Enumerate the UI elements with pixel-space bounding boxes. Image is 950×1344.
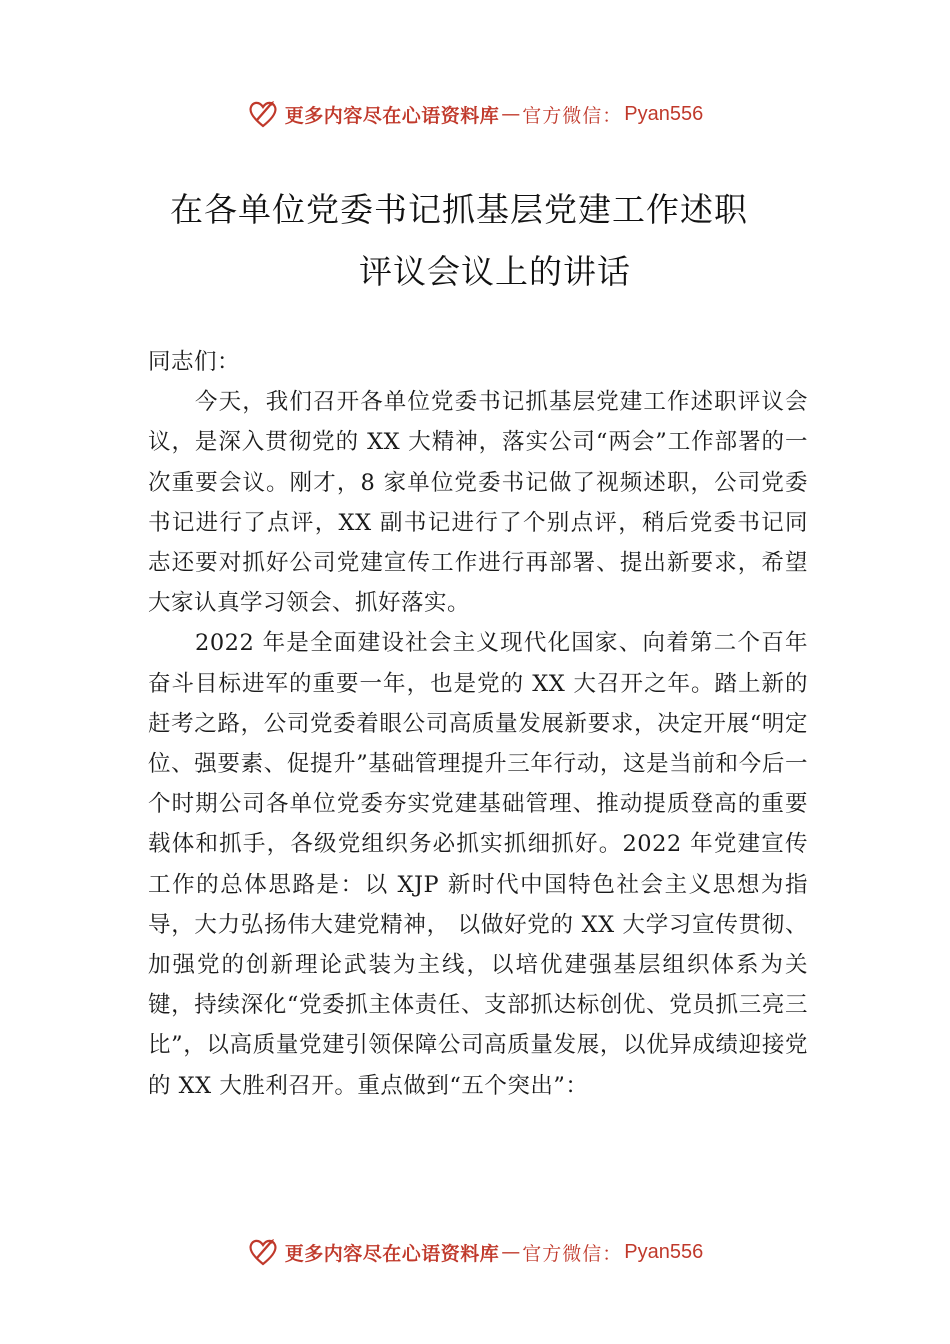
banner-official-label: 官方微信： (522, 1242, 623, 1265)
document-title-line-2: 评议会议上的讲话 (359, 252, 631, 291)
salutation: 同志们： (148, 349, 241, 375)
heart-quill-logo-icon (247, 1236, 279, 1268)
banner-brand-text: 更多内容尽在心语资料库 (284, 104, 500, 127)
banner-separator: — (501, 1241, 521, 1263)
banner-wechat-id: Pyan556 (624, 102, 704, 125)
header-banner (0, 94, 950, 134)
heart-quill-logo-icon (247, 98, 279, 130)
paragraph-2: 2022 年是全面建设社会主义现代化国家、向着第二个百年奋斗目标进军的重要一年，也是党的 XX 大召开之年。踏上新的赶考之路，公司党委着眼公司高质量发展新要求，决定开展“明定位、强要素、促提升”基础管理提升三年行动，这是当前和今后一个时期公司各单位党委夯实党建基础管理、推动提质登高的重要载体和抓手，各级党组织务必抓实抓细抓好。2022 年党建宣传工作的总体思路是：以 XJP 新时代中国特色社会主义思想为指导，大力弘扬伟大建党精神， 以做好党的 XX 大学习宣传贯彻、加强党的创新理论武装为主线，以培优建强基层组织体系为关键，持续深化“党委抓主体责任、支部抓达标创优、党员抓三亮三比”，以高质量党建引领保障公司高质量发展，以优异成绩迎接党的 XX 大胜利召开。重点做到“五个突出”： (148, 630, 808, 1099)
document-title-line-1: 在各单位党委书记抓基层党建工作述职 (170, 190, 748, 229)
banner-brand-text: 更多内容尽在心语资料库 (284, 1242, 500, 1265)
banner-official-label: 官方微信： (522, 104, 623, 127)
footer-banner (0, 1232, 950, 1272)
banner-wechat-id: Pyan556 (624, 1240, 704, 1263)
paragraph-1: 今天，我们召开各单位党委书记抓基层党建工作述职评议会议，是深入贯彻党的 XX 大精神，落实公司“两会”工作部署的一次重要会议。刚才，8 家单位党委书记做了视频述职，公司党委书记进行了点评，XX 副书记进行了个别点评，稍后党委书记同志还要对抓好公司党建宣传工作进行再部署、提出新要求，希望大家认真学习领会、抓好落实。 (148, 389, 808, 617)
document-body (148, 342, 808, 1106)
banner-separator: — (501, 103, 521, 125)
